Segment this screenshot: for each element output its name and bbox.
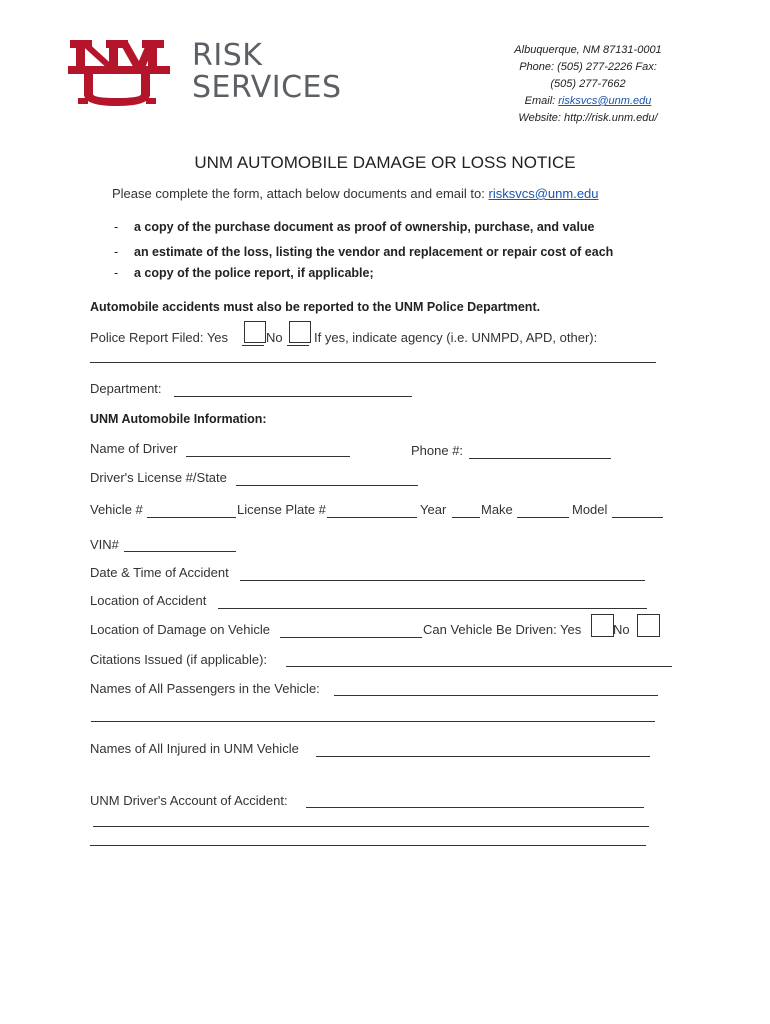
vin-field[interactable] [124,551,236,552]
section-title: UNM Automobile Information: [90,412,267,426]
passengers-field[interactable] [334,695,658,696]
risk-services-wordmark [192,40,342,104]
department-label: Department: [90,381,162,396]
plate-field[interactable] [327,517,417,518]
intro-email-link[interactable]: risksvcs@unm.edu [488,186,599,201]
department-field[interactable] [174,396,412,397]
driven-no-checkbox[interactable] [637,614,660,637]
police-yes-line [242,345,264,346]
police-no-line [287,345,309,346]
driver-name-label: Name of Driver [90,441,178,456]
email-label: Email: [524,95,556,107]
citations-label: Citations Issued (if applicable): [90,652,268,667]
list-item: - an estimate of the loss, listing the vendor and replacement or repair cost of each [114,245,614,259]
vehicle-label: Vehicle # [90,502,143,517]
brand-line-1: RISK [192,38,263,73]
account-label: UNM Driver's Account of Accident: [90,793,288,808]
date-label: Date & Time of Accident [90,565,229,580]
police-agency-field[interactable] [90,362,656,363]
address: Albuquerque, NM 87131-0001 [514,44,662,56]
police-no-checkbox[interactable] [289,321,311,343]
license-label: Driver's License #/State [90,470,227,485]
intro-label: Please complete the form, attach below documents and email to: [112,186,485,201]
model-field[interactable] [612,517,663,518]
injured-label: Names of All Injured in UNM Vehicle [90,741,299,756]
police-yes-checkbox[interactable] [244,321,266,343]
citations-field[interactable] [286,666,672,667]
driver-name-field[interactable] [186,456,350,457]
date-field[interactable] [240,580,645,581]
unm-logo-icon [66,38,178,108]
driven-yes-checkbox[interactable] [591,614,614,637]
account-field-3[interactable] [90,845,646,846]
phone-label: Phone #: [411,443,464,458]
brand-line-2: SERVICES [192,70,342,105]
damage-field[interactable] [280,637,422,638]
passengers-label: Names of All Passengers in the Vehicle: [90,681,320,696]
vehicle-field[interactable] [147,517,236,518]
damage-label: Location of Damage on Vehicle [90,622,270,637]
list-item: - a copy of the police report, if applicable; [114,266,374,280]
list-item: - a copy of the purchase document as proof of ownership, purchase, and value [114,220,595,234]
model-label: Model [572,502,608,517]
year-label: Year [420,502,447,517]
intro-text [112,186,599,201]
fax-number: (505) 277-7662 [550,78,626,90]
vin-label: VIN# [90,537,119,552]
police-notice: Automobile accidents must also be reported to the UNM Police Department. [90,300,541,314]
police-no-label: No [266,330,283,345]
website[interactable]: Website: http://risk.unm.edu/ [518,112,658,124]
driven-label: Can Vehicle Be Driven: Yes [423,622,582,637]
location-label: Location of Accident [90,593,207,608]
make-label: Make [481,502,513,517]
account-field[interactable] [306,807,644,808]
plate-label: License Plate # [237,502,326,517]
phone-field[interactable] [469,458,611,459]
year-field[interactable] [452,517,480,518]
phone-fax: Phone: (505) 277-2226 Fax: [519,61,657,73]
license-field[interactable] [236,485,418,486]
make-field[interactable] [517,517,569,518]
passengers-field-2[interactable] [91,721,655,722]
location-field[interactable] [218,608,647,609]
police-report-label: Police Report Filed: Yes [90,330,229,345]
account-field-2[interactable] [93,826,649,827]
police-agency-label: If yes, indicate agency (i.e. UNMPD, APD, other): [314,330,598,345]
page-title: UNM AUTOMOBILE DAMAGE OR LOSS NOTICE [194,153,576,172]
email-row [488,93,688,110]
injured-field[interactable] [316,756,650,757]
driven-no-label: No [613,622,630,637]
contact-block [488,42,688,127]
contact-email-link[interactable]: risksvcs@unm.edu [558,95,652,107]
